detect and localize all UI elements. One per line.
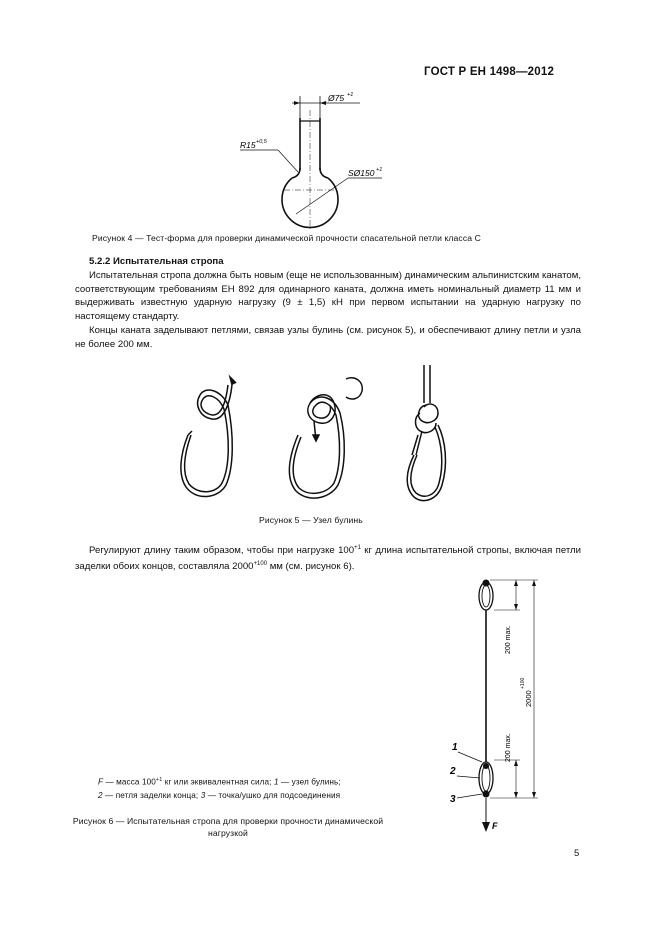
label-3: 3 — [450, 794, 456, 805]
figure-6-caption — [48, 815, 408, 839]
force-label: F — [492, 821, 498, 831]
paragraph-3-part-a: Регулируют длину таким образом, чтобы при нагрузке 100 — [89, 545, 355, 557]
legend-part-b: — масса 100 — [103, 777, 156, 787]
paragraph-3-sup-1: +1 — [354, 545, 361, 551]
dim-bottom-label: 200 max. — [505, 733, 512, 762]
legend-part-e: — узел булинь; — [278, 777, 341, 787]
page-number: 5 — [574, 848, 580, 859]
dim-width-sup: +1 — [347, 92, 354, 98]
dim-total-label: 2000 — [524, 690, 533, 707]
legend-F: F — [98, 777, 104, 787]
legend-part-c: кг или эквивалентная сила; — [162, 777, 274, 787]
figure-6-caption-line-1: Рисунок 6 — Испытательная стропа для проверки прочности динамической — [72, 816, 384, 826]
bowline-step-1 — [181, 377, 236, 497]
figure-6-legend-line-2 — [98, 791, 340, 800]
bowline-step-2 — [289, 378, 362, 498]
legend-1: 1 — [273, 777, 279, 787]
legend-part-2d: — точка/ушко для подсоединения — [205, 791, 341, 800]
figure-6-caption-line-2: нагрузкой — [208, 828, 248, 838]
paragraph-3-part-b: кг длина испытательной стропы, включая петли заделки обоих концов, составляла 2000 — [75, 545, 581, 572]
dim-top-label: 200 max. — [505, 625, 512, 654]
figure-5-drawing — [170, 355, 470, 510]
paragraph-3-sup-2: +100 — [253, 560, 268, 567]
document-header: ГОСТ Р ЕН 1498—2012 — [424, 66, 555, 78]
paragraph-3 — [75, 542, 581, 574]
dim-radius-label: R15 — [240, 140, 256, 150]
legend-2: 2 — [98, 791, 103, 800]
dim-sphere-sup: +1 — [376, 167, 383, 173]
legend-3: 3 — [200, 791, 206, 800]
dim-sphere-label: SØ150 — [348, 168, 375, 178]
label-2: 2 — [450, 766, 456, 777]
paragraph-1: Испытательная стропа должна быть новым (еще не использованным) динамическим альпинистским канатом, соответствующим требованиям ЕН 892 для одинарного каната, должна иметь номинальный диаметр 11 мм и выдерживать известную ударную нагрузку (9 ± 1,5) кН при первом испытании на ударную нагрузку по настоящему стандарту. — [75, 270, 581, 322]
figure-4-caption: Рисунок 4 — Тест-форма для проверки динамической прочности спасательной петли класса С — [92, 233, 481, 243]
legend-part-2b: — петля заделки конца; — [102, 791, 201, 800]
section-heading: 5.2.2 Испытательная стропа — [89, 256, 224, 267]
dim-width-label: Ø75 — [328, 93, 345, 103]
paragraph-3-part-c: мм (см. рисунок 6). — [267, 560, 355, 572]
label-1: 1 — [452, 742, 458, 753]
legend-sup: +1 — [155, 777, 163, 783]
figure-6-drawing — [440, 572, 560, 842]
figure-6-legend-line-1 — [98, 777, 341, 787]
figure-5-caption: Рисунок 5 — Узел булинь — [259, 515, 363, 525]
dim-total-sup: +100 — [520, 677, 526, 689]
bowline-step-3 — [407, 365, 445, 501]
dim-radius-sup: +0,5 — [256, 139, 267, 145]
figure-4-drawing — [220, 90, 420, 230]
paragraph-2: Концы каната заделывают петлями, связав узлы булинь (см. рисунок 5), и обеспечивают длину петли и узла не более 200 мм. — [75, 325, 581, 350]
